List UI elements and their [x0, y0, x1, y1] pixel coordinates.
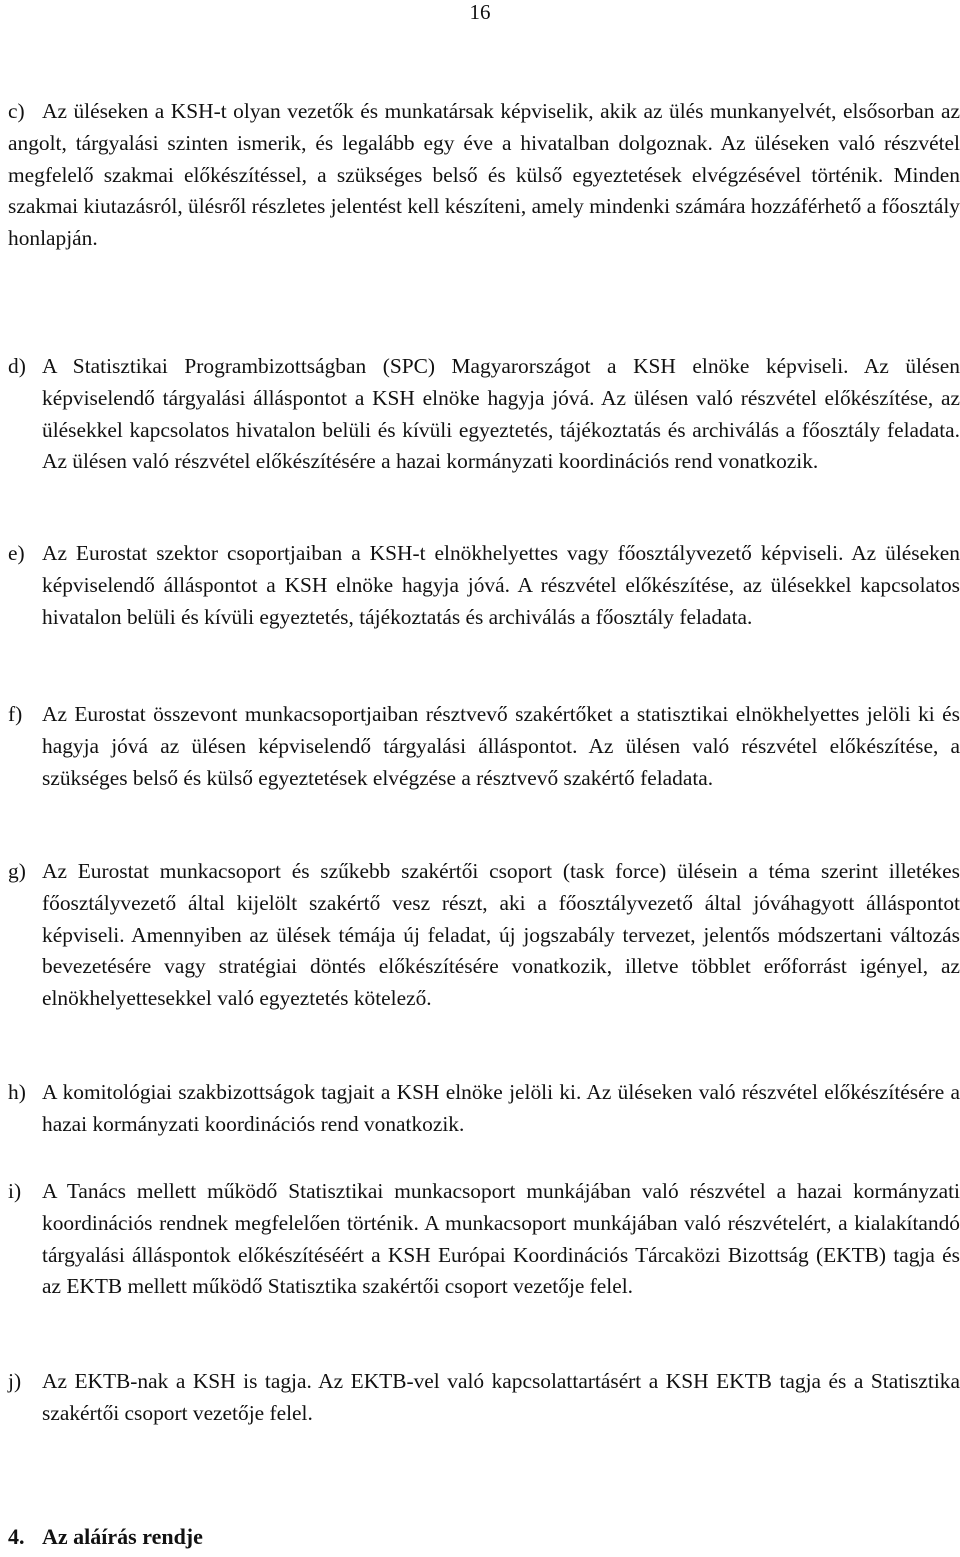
list-item-text: Az Eurostat összevont munkacsoportjaiban résztvevő szakértőket a statisztikai elnökhelyettes jelöli ki és hagyja jóvá az ülésen képviselendő tárgyalási álláspontot. Az ülésen való részvétel előkészítése, a szükséges belső és külső egyeztetések elvégzése a résztvevő szakértő feladata.	[42, 702, 960, 790]
list-item-text: A Tanács mellett működő Statisztikai munkacsoport munkájában való részvétel a hazai kormányzati koordinációs rendnek megfelelően történik. A munkacsoport munkájában való részvételért, a kialakítandó tárgyalási álláspontok előkészítéséért a KSH Európai Koordinációs Tárcaközi Bizottság (EKTB) tagja és az EKTB mellett működő Statisztika szakértői csoport vezetője felel.	[42, 1179, 960, 1299]
list-item-c	[8, 96, 960, 255]
list-item-label: g)	[8, 859, 26, 883]
section-title: Az aláírás rendje	[42, 1524, 203, 1549]
list-item-g	[8, 856, 960, 1015]
list-item-h	[8, 1077, 960, 1141]
list-item-label: d)	[8, 354, 26, 378]
list-item-j	[8, 1366, 960, 1430]
list-item-i	[8, 1176, 960, 1303]
list-item-f	[8, 699, 960, 794]
list-item-label: j)	[8, 1369, 22, 1393]
list-item-body: Az üléseken a KSH-t olyan vezetők és munkatársak képviselik, akik az ülés munkanyelvét, elsősorban az angolt, tárgyalási szinten ismerik, és legalább egy éve a hivatalban dolgoznak. Az üléseken való részvétel megfelelő szakmai előkészítéssel, a szükséges belső és külső egyeztetések elvégzésével történik. Minden szakmai kiutazásról, ülésről részletes jelentést kell készíteni, amely mindenki számára hozzáférhető a főosztály honlapján.	[8, 99, 960, 251]
list-item-text: Az EKTB-nak a KSH is tagja. Az EKTB-vel való kapcsolattartásért a KSH EKTB tagja és a Statisztika szakértői csoport vezetője felel.	[42, 1369, 960, 1425]
section-number: 4.	[8, 1524, 25, 1549]
list-item-d	[8, 351, 960, 478]
list-item-text: Az Eurostat munkacsoport és szűkebb szakértői csoport (task force) ülésein a téma szerint illetékes főosztályvezető által kijelölt szakértő vesz részt, aki a főosztályvezető által jóváhagyott álláspontot képviseli. Amennyiben az ülések témája új feladat, új jogszabály tervezet, jelentős módszertani változás bevezetésére vagy stratégiai döntés előkészítésére vonatkozik, illetve többlet erőforrást igényel, az elnökhelyettesekkel való egyeztetés kötelező.	[42, 859, 960, 1011]
page-number: 16	[469, 0, 491, 24]
list-item-text: Az Eurostat szektor csoportjaiban a KSH-t elnökhelyettes vagy főosztályvezető képviseli. Az üléseken képviselendő álláspontot a KSH elnöke hagyja jóvá. A részvétel előkészítése, az ülésekkel kapcsolatos hivatalon belüli és kívüli egyeztetés, tájékoztatás és archiválás a főosztály feladata.	[42, 541, 960, 629]
list-item-label: h)	[8, 1080, 26, 1104]
list-item-label: f)	[8, 702, 23, 726]
list-item-label: e)	[8, 541, 25, 565]
list-item-e	[8, 538, 960, 633]
list-item-label: c)	[8, 99, 25, 123]
list-item-text: A Statisztikai Programbizottságban (SPC) Magyarországot a KSH elnöke képviseli. Az ülésen képviselendő tárgyalási álláspontot a KSH elnöke hagyja jóvá. Az ülésen való részvétel előkészítése, az ülésekkel kapcsolatos hivatalon belüli és kívüli egyeztetés, tájékoztatás és archiválás a főosztály feladata. Az ülésen való részvétel előkészítésére a hazai kormányzati koordinációs rend vonatkozik.	[42, 354, 960, 474]
section-heading	[8, 1522, 203, 1552]
list-item-label: i)	[8, 1179, 22, 1203]
list-item-text	[8, 96, 960, 255]
list-item-text: A komitológiai szakbizottságok tagjait a KSH elnöke jelöli ki. Az üléseken való részvétel előkészítésére a hazai kormányzati koordinációs rend vonatkozik.	[42, 1080, 960, 1136]
